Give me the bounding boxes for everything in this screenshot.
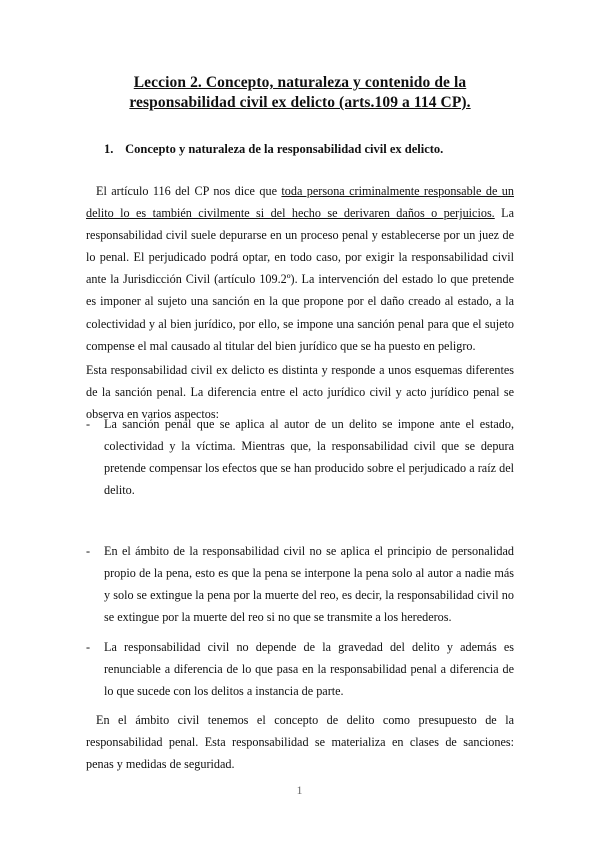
document-title-text: Leccion 2. Concepto, naturaleza y contenido de la responsabilidad civil ex delicto (arts.109 a 114 CP). (129, 74, 471, 111)
list-item-text: La sanción penal que se aplica al autor de un delito se impone ante el estado, colectividad y la víctima. Mientras que, la responsabilidad civil que se depura pretende compensar los efectos que se han producido sobre el perjudicado a raíz del delito. (104, 417, 514, 498)
list-item-text: La responsabilidad civil no depende de la gravedad del delito y además es renunciable a diferencia de lo que pasa en la responsabilidad penal a diferencia de lo que sucede con los delitos a instancia de parte. (104, 640, 514, 699)
list-item (86, 413, 514, 501)
document-title (86, 73, 514, 113)
paragraph-1-underlined-quote: toda persona criminalmente responsable de un delito lo es también civilmente si del hecho se derivaren daños o perjuicios. (86, 184, 514, 221)
section-heading (104, 141, 443, 157)
list-item (86, 636, 514, 702)
section-heading-text: Concepto y naturaleza de la responsabilidad civil ex delicto. (125, 142, 444, 156)
list-item (86, 540, 514, 628)
paragraph-1-intro: El artículo 116 del CP nos dice que (96, 184, 282, 198)
bullet-marker: - (86, 640, 91, 654)
section-number: 1. (104, 142, 114, 156)
paragraph-1 (86, 180, 514, 357)
paragraph-5: En el ámbito civil tenemos el concepto de delito como presupuesto de la responsabilidad penal. Esta responsabilidad se materializa en clases de sanciones: penas y medidas de seguridad. (86, 713, 514, 772)
bullet-marker: - (86, 544, 91, 558)
list-item-text: En el ámbito de la responsabilidad civil no se aplica el principio de personalidad propio de la pena, esto es que la pena se interpone la pena solo al autor a nadie más y solo se extingue la pena por la muerte del reo, es decir, la responsabilidad civil no se extingue por la muerte del reo si no que se transmite a los herederos. (104, 544, 514, 625)
page-number: 1 (296, 783, 303, 797)
paragraph-2: Esta responsabilidad civil ex delicto es distinta y responde a unos esquemas diferentes de la sanción penal. La diferencia entre el acto jurídico civil y acto jurídico penal se observa en varios aspectos: (86, 363, 514, 422)
bullet-marker: - (86, 417, 91, 431)
paragraph-1-body: La responsabilidad civil suele depurarse en un proceso penal y establecerse por un juez de lo penal. El perjudicado podrá optar, en todo caso, por exigir la responsabilidad civil ante la Jurisdicción Civil (artículo 109.2º). La intervención del estado lo que pretende es imponer al sujeto una sanción en la que propone por el daño creado al estado, a la colectividad y al bien jurídico, por ello, se impone una sanción penal para que el sujeto compense el mal causado al titular del bien jurídico que se ha puesto en peligro. (86, 206, 514, 353)
